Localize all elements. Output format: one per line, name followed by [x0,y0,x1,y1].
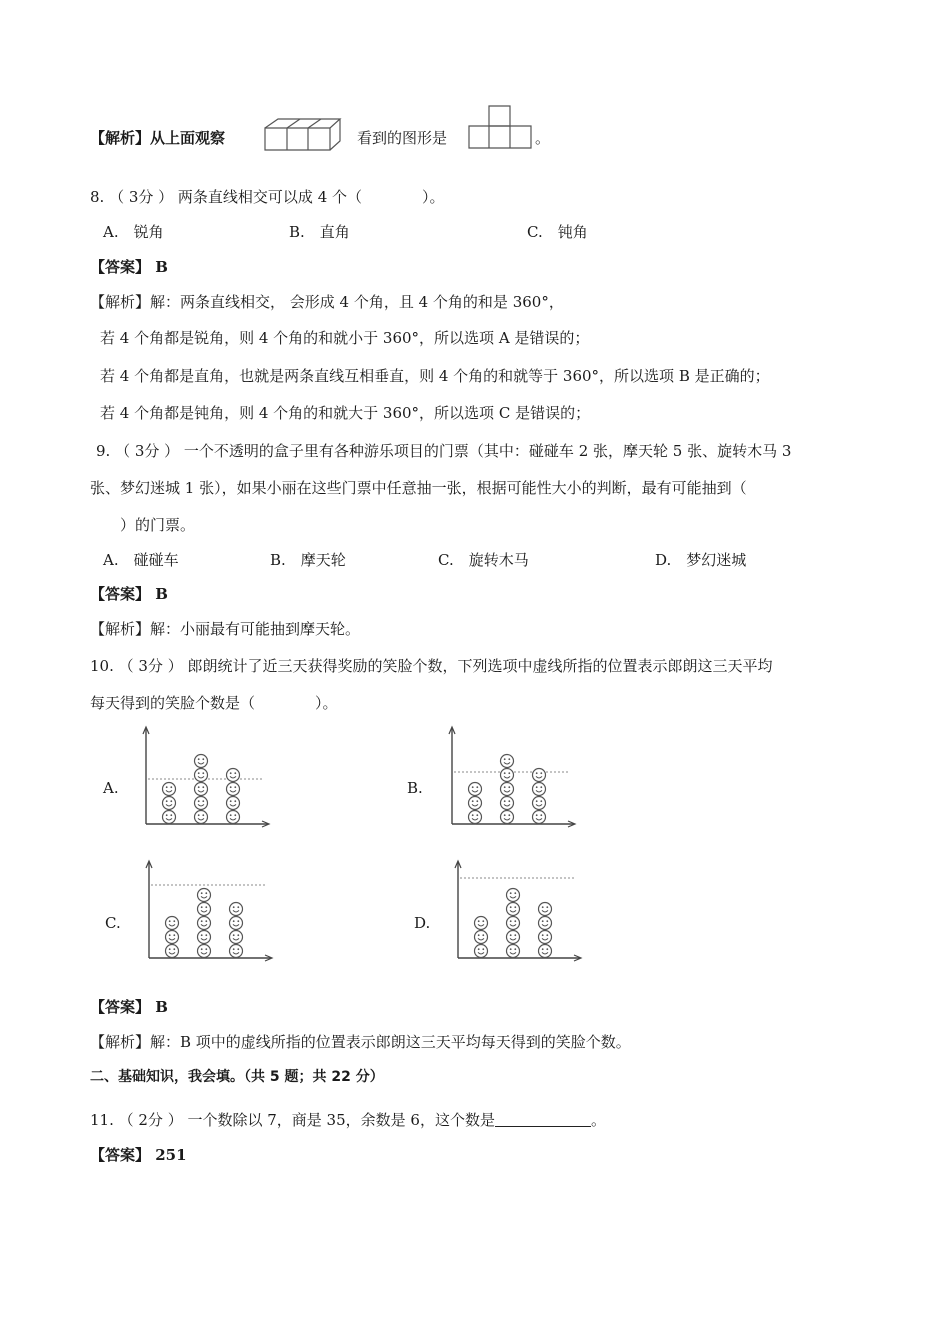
q10-chart-b [440,724,580,834]
smiley-face-icon [475,931,488,944]
q8-answer: 【答案】 B [90,258,168,276]
q11-stem-text: 11. （ 2分 ） 一个数除以 7，商是 35，余数是 6，这个数是 [90,1111,495,1129]
q8-analysis-4: 若 4 个角都是钝角，则 4 个角的和就大于 360°，所以选项 C 是错误的； [100,404,591,422]
smiley-face-icon [227,811,240,824]
smiley-face-icon [539,917,552,930]
smiley-face-icon [198,931,211,944]
smiley-face-icon [507,903,520,916]
smiley-face-icon [539,945,552,958]
smiley-face-icon [507,945,520,958]
q11-answer-blank [495,1112,591,1127]
q8-analysis-2: 若 4 个角都是锐角，则 4 个角的和就小于 360°，所以选项 A 是错误的； [100,329,590,347]
q9-option-b: B. 摩天轮 [270,551,346,569]
q11-stem-end: 。 [590,1111,606,1129]
q10-option-b-label: B. [407,779,423,797]
q8-option-c: C. 钝角 [527,223,588,241]
q8-analysis-1: 【解析】解：两条直线相交， 会形成 4 个角，且 4 个角的和是 360°， [90,293,564,311]
q10-stem-2: 每天得到的笑脸个数是（ ）。 [90,694,338,712]
smiley-face-icon [195,797,208,810]
q9-option-c: C. 旋转木马 [438,551,529,569]
smiley-face-icon [475,917,488,930]
smiley-face-icon [501,797,514,810]
smiley-face-icon [195,783,208,796]
smiley-face-icon [501,783,514,796]
q7-front-view-figure [262,114,342,152]
q10-analysis: 【解析】解：B 项中的虚线所指的位置表示郎朗这三天平均每天得到的笑脸个数。 [90,1033,631,1051]
smiley-face-icon [227,783,240,796]
section-2-heading: 二、基础知识，我会填。（共 5 题；共 22 分） [90,1069,384,1085]
q7-top-view-figure [467,104,535,150]
q9-stem-2: 张、梦幻迷城 1 张），如果小丽在这些门票中任意抽一张，根据可能性大小的判断，最有可能抽到（ [90,479,747,497]
smiley-face-icon [501,811,514,824]
q8-option-b: B. 直角 [289,223,350,241]
q8-option-a: A. 锐角 [103,223,164,241]
smiley-face-icon [507,917,520,930]
smiley-face-icon [163,783,176,796]
smiley-face-icon [166,917,179,930]
smiley-face-icon [469,797,482,810]
smiley-face-icon [227,797,240,810]
q10-option-d-label: D. [414,914,431,932]
smiley-face-icon [501,755,514,768]
q7-analysis-end: 。 [535,129,551,147]
q9-answer: 【答案】 B [90,585,168,603]
smiley-face-icon [198,917,211,930]
smiley-face-icon [166,931,179,944]
smiley-face-icon [469,783,482,796]
q10-chart-d [446,858,586,968]
smiley-face-icon [475,945,488,958]
smiley-face-icon [227,769,240,782]
smiley-face-icon [198,903,211,916]
smiley-face-icon [533,797,546,810]
smiley-face-icon [539,931,552,944]
q11-answer: 【答案】 251 [90,1146,187,1164]
smiley-face-icon [163,811,176,824]
smiley-face-icon [230,917,243,930]
smiley-face-icon [195,811,208,824]
q10-answer: 【答案】 B [90,998,168,1016]
q9-option-d: D. 梦幻迷城 [655,551,747,569]
smiley-face-icon [195,769,208,782]
smiley-face-icon [198,945,211,958]
smiley-face-icon [533,811,546,824]
q7-analysis-prefix: 【解析】从上面观察 [90,129,226,147]
smiley-face-icon [533,783,546,796]
q7-analysis-mid: 看到的图形是 [357,129,448,147]
smiley-face-icon [507,931,520,944]
q10-stem-1: 10. （ 3分 ） 郎朗统计了近三天获得奖励的笑脸个数，下列选项中虚线所指的位置表示郎朗这三天平均 [90,657,773,675]
smiley-face-icon [230,945,243,958]
q9-stem-1: 9. （ 3分 ） 一个不透明的盒子里有各种游乐项目的门票（其中：碰碰车 2 张，摩天轮 5 张、旋转木马 3 [96,442,792,460]
smiley-face-icon [230,903,243,916]
q7-analysis [90,128,225,148]
smiley-face-icon [163,797,176,810]
q9-stem-3: ）的门票。 [90,516,196,534]
smiley-face-icon [539,903,552,916]
q11-stem [90,1110,606,1130]
smiley-face-icon [230,931,243,944]
smiley-face-icon [198,889,211,902]
smiley-face-icon [501,769,514,782]
smiley-face-icon [469,811,482,824]
q8-stem: 8. （ 3分 ） 两条直线相交可以成 4 个（ ）。 [90,188,445,206]
smiley-face-icon [166,945,179,958]
q10-chart-a [134,724,274,834]
q9-analysis: 【解析】解：小丽最有可能抽到摩天轮。 [90,620,361,638]
q9-option-a: A. 碰碰车 [103,551,179,569]
q10-option-c-label: C. [105,914,121,932]
smiley-face-icon [195,755,208,768]
smiley-face-icon [507,889,520,902]
q8-analysis-3: 若 4 个角都是直角，也就是两条直线互相垂直，则 4 个角的和就等于 360°，所以选项 B 是正确的； [100,367,770,385]
q10-chart-c [137,858,277,968]
smiley-face-icon [533,769,546,782]
q10-option-a-label: A. [103,779,119,797]
